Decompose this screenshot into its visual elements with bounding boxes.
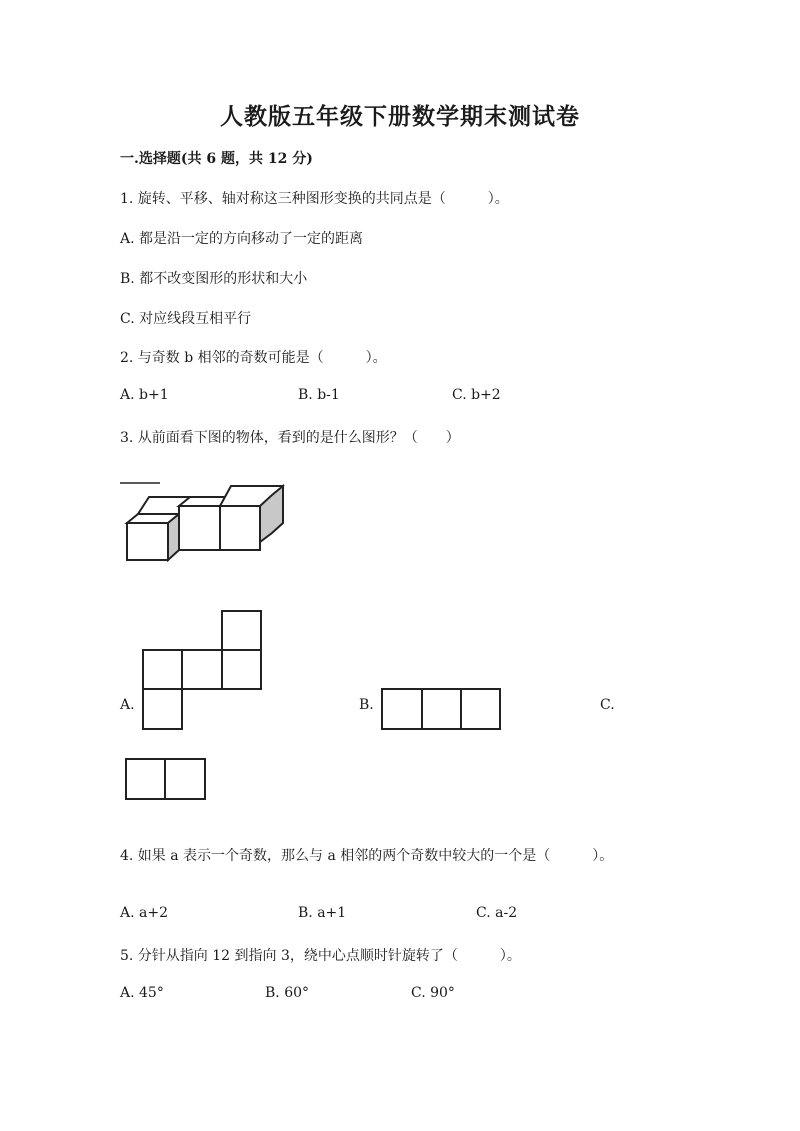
cube-side-1 [168,514,179,560]
grid-square [165,759,205,799]
question-2-option-a: A. b+1 [120,387,169,403]
grid-square [143,650,182,689]
cube-front-2 [179,506,220,550]
question-2-stem: 2. 与奇数 b 相邻的奇数可能是（ ）。 [120,350,387,366]
question-1-option-b: B. 都不改变图形的形状和大小 [120,271,308,287]
question-1-option-c: C. 对应线段互相平行 [120,311,252,327]
grid-square [222,611,261,650]
cube-solid-figure [110,478,300,578]
question-5-option-b: B. 60° [265,985,310,1001]
question-4-stem: 4. 如果 a 表示一个奇数，那么与 a 相邻的两个奇数中较大的一个是（ ）。 [120,848,614,864]
cube-front-1 [127,523,168,560]
question-1-stem: 1. 旋转、平移、轴对称这三种图形变换的共同点是（ ）。 [120,191,509,207]
question-3-option-b: B. [359,697,374,713]
question-2-option-b: B. b-1 [298,387,340,403]
option-a-view-figure [142,610,264,732]
grid-square [382,689,422,729]
option-b-view-figure [381,688,503,732]
question-3-option-c: C. [600,697,615,713]
grid-square [222,650,261,689]
question-4-option-a: A. a+2 [120,905,168,921]
question-3-option-a: A. [120,697,135,713]
question-5-option-a: A. 45° [120,985,164,1001]
grid-square [422,689,461,729]
grid-square [126,759,165,799]
question-5-option-c: C. 90° [411,985,455,1001]
question-2-option-c: C. b+2 [452,387,501,403]
grid-square [461,689,500,729]
question-4-option-c: C. a-2 [476,905,518,921]
question-3-stem: 3. 从前面看下图的物体，看到的是什么图形？（ ） [120,430,460,446]
grid-square [182,650,222,689]
option-c-view-figure [125,758,209,802]
cube-front-3 [220,506,260,550]
question-1-option-a: A. 都是沿一定的方向移动了一定的距离 [120,231,364,247]
question-4-option-b: B. a+1 [298,905,347,921]
page-title: 人教版五年级下册数学期末测试卷 [220,103,580,130]
section-heading: 一.选择题(共 6 题，共 12 分) [120,151,313,167]
grid-square [143,689,182,729]
question-5-stem: 5. 分针从指向 12 到指向 3，绕中心点顺时针旋转了（ ）。 [120,948,521,964]
